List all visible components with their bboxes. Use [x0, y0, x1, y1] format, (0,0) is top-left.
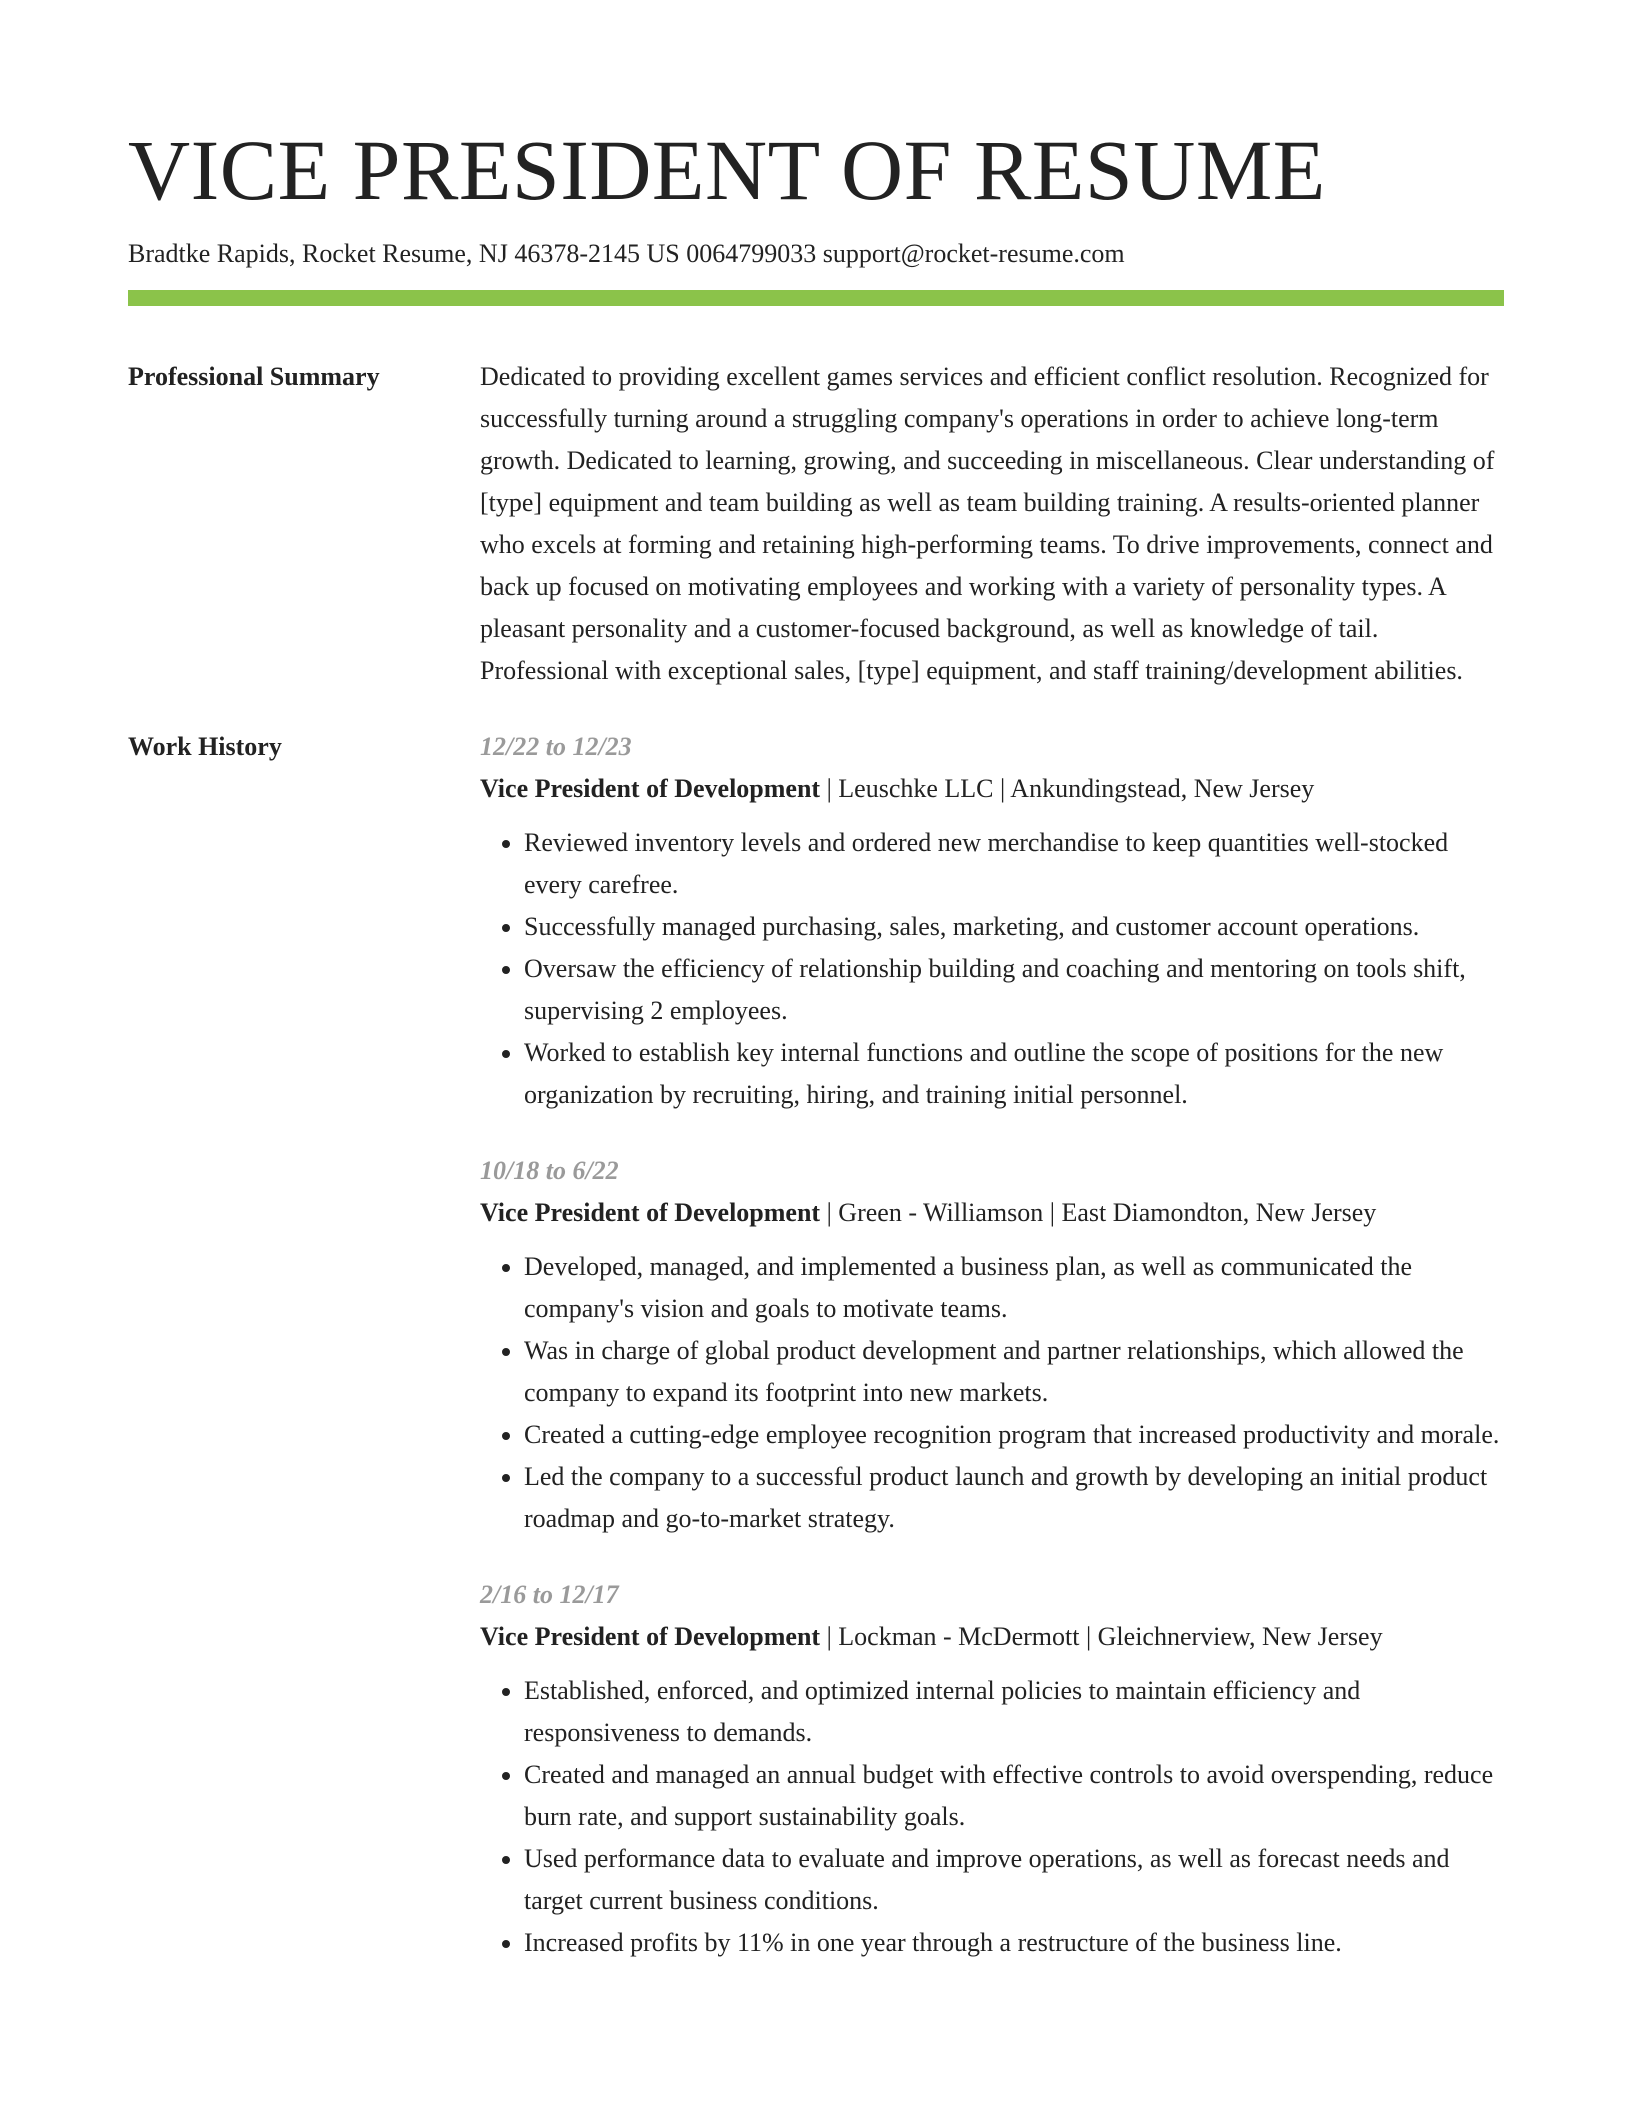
job-bullet-list: [480, 1670, 1504, 1964]
job-bullet: • Worked to establish key internal functions and outline the scope of positions for the new organization by recruiting, hiring, and training initial personnel.: [524, 1032, 1504, 1116]
job-details: | Lockman - McDermott | Gleichnerview, New Jersey: [820, 1622, 1383, 1651]
job-details: | Leuschke LLC | Ankundingstead, New Jersey: [820, 774, 1315, 803]
summary-text: Dedicated to providing excellent games services and efficient conflict resolution. Recognized for successfully turning around a struggling company's operations in order to achieve long-term growth. Dedicated to learning, growing, and succeeding in miscellaneous. Clear understanding of [type] equipment and team building as well as team building training. A results-oriented planner who excels at forming and retaining high-performing teams. To drive improvements, connect and back up focused on motivating employees and working with a variety of personality types. A pleasant personality and a customer-focused background, as well as knowledge of tail. Professional with exceptional sales, [type] equipment, and staff training/development abilities.: [480, 362, 1495, 685]
job-bullet: • Used performance data to evaluate and improve operations, as well as forecast needs and target current business conditions.: [524, 1838, 1504, 1922]
job-details: | Green - Williamson | East Diamondton, New Jersey: [820, 1198, 1377, 1227]
job-title: Vice President of Development: [480, 1622, 821, 1651]
job-dates: 2/16 to 12/17: [480, 1580, 619, 1609]
job-bullet: • Developed, managed, and implemented a business plan, as well as communicated the company's vision and goals to motivate teams.: [524, 1246, 1504, 1330]
job-bullet: • Created and managed an annual budget with effective controls to avoid overspending, reduce burn rate, and support sustainability goals.: [524, 1754, 1504, 1838]
job-heading: [480, 1616, 1504, 1658]
summary-label: Professional Summary: [128, 362, 380, 391]
job-entry: [480, 726, 1504, 1116]
job-heading: [480, 1192, 1504, 1234]
job-bullet: • Established, enforced, and optimized internal policies to maintain efficiency and responsiveness to demands.: [524, 1670, 1504, 1754]
resume-page: [128, 0, 1504, 1998]
job-dates: 10/18 to 6/22: [480, 1156, 619, 1185]
job-bullet: • Was in charge of global product development and partner relationships, which allowed the company to expand its footprint into new markets.: [524, 1330, 1504, 1414]
job-title: Vice President of Development: [480, 774, 821, 803]
job-bullet: • Increased profits by 11% in one year through a restructure of the business line.: [524, 1922, 1504, 1964]
work-history-label: Work History: [128, 732, 282, 761]
job-bullet: • Created a cutting-edge employee recognition program that increased productivity and morale.: [524, 1414, 1504, 1456]
job-dates: 12/22 to 12/23: [480, 732, 632, 761]
job-bullet-list: [480, 822, 1504, 1116]
job-entry: [480, 1574, 1504, 1964]
job-bullet: • Led the company to a successful product launch and growth by developing an initial product roadmap and go-to-market strategy.: [524, 1456, 1504, 1540]
resume-title: VICE PRESIDENT OF RESUME: [128, 122, 1326, 218]
work-history-section: [128, 726, 1504, 1998]
job-title: Vice President of Development: [480, 1198, 821, 1227]
job-entry: [480, 1150, 1504, 1540]
job-bullet-list: [480, 1246, 1504, 1540]
job-bullet: • Successfully managed purchasing, sales, marketing, and customer account operations.: [524, 906, 1504, 948]
job-heading: [480, 768, 1504, 810]
contact-info: Bradtke Rapids, Rocket Resume, NJ 46378-2145 US 0064799033 support@rocket-resume.com: [128, 239, 1125, 268]
job-bullet: • Reviewed inventory levels and ordered new merchandise to keep quantities well-stocked every carefree.: [524, 822, 1504, 906]
accent-divider: [128, 290, 1504, 306]
summary-section: [128, 356, 1504, 692]
job-bullet: • Oversaw the efficiency of relationship building and coaching and mentoring on tools shift, supervising 2 employees.: [524, 948, 1504, 1032]
